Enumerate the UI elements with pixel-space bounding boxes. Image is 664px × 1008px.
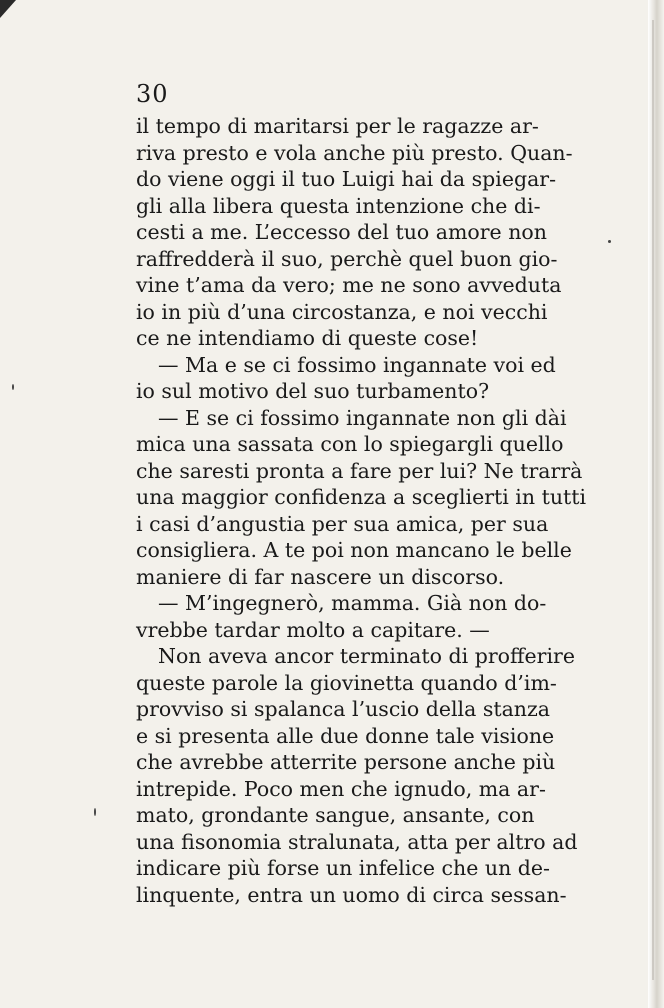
margin-speck [94, 808, 96, 816]
text-line: cesti a me. L’eccesso del tuo amore non [136, 220, 547, 244]
text-line: mica una sassata con lo spiegargli quello [136, 432, 564, 456]
text-line: gli alla libera questa intenzione che di- [136, 193, 541, 218]
text-line: e si presenta alle due donne tale visione [136, 723, 555, 748]
page-number: 30 [136, 80, 169, 108]
body-text [136, 113, 587, 908]
text-line: ce ne intendiamo di queste cose! [136, 326, 479, 350]
corner-ink-mark [0, 0, 16, 18]
text-line: che saresti pronta a fare per lui? Ne trarrà [136, 458, 583, 483]
text-line: vine t’ama da vero; me ne sono avveduta [136, 273, 562, 297]
page-edge-line [652, 20, 654, 980]
text-line: linquente, entra un uomo di circa sessan- [136, 882, 567, 907]
text-line: che avrebbe atterrite persone anche più [136, 750, 556, 774]
text-line: queste parole la giovinetta quando d’im- [136, 670, 557, 695]
text-line: mato, grondante sangue, ansante, con [136, 803, 535, 827]
text-line: do viene oggi il tuo Luigi hai da spiegar- [136, 167, 557, 191]
text-line: io sul motivo del suo turbamento? [136, 379, 490, 403]
margin-speck [608, 240, 611, 243]
text-line: Non aveva ancor terminato di profferire [158, 644, 575, 668]
text-line: una maggior confidenza a sceglierti in tutti [136, 485, 587, 509]
text-line: il tempo di maritarsi per le ragazze ar- [136, 114, 539, 138]
text-line: — E se ci fossimo ingannate non gli dài [158, 405, 567, 430]
text-line: io in più d’una circostanza, e noi vecchi [136, 299, 548, 324]
text-line: consigliera. A te poi non mancano le belle [136, 538, 572, 562]
margin-speck [12, 384, 14, 390]
text-line: maniere di far nascere un discorso. [136, 564, 505, 589]
text-line: indicare più forse un infelice che un de- [136, 856, 550, 880]
text-line: — M’ingegnerò, mamma. Già non do- [158, 591, 547, 615]
text-line: raffredderà il suo, perchè quel buon gio- [136, 246, 558, 271]
text-line: riva presto e vola anche più presto. Quan- [136, 140, 573, 165]
text-line: vrebbe tardar molto a capitare. — [136, 617, 490, 642]
text-line: i casi d’angustia per sua amica, per sua [136, 511, 549, 536]
page-edge-shadow [648, 0, 664, 1008]
text-line: provviso si spalanca l’uscio della stanza [136, 697, 551, 721]
text-line: intrepide. Poco men che ignudo, ma ar- [136, 776, 546, 801]
text-line: — Ma e se ci fossimo ingannate voi ed [158, 352, 556, 377]
text-line: una fisonomia stralunata, atta per altro ad [136, 829, 578, 854]
